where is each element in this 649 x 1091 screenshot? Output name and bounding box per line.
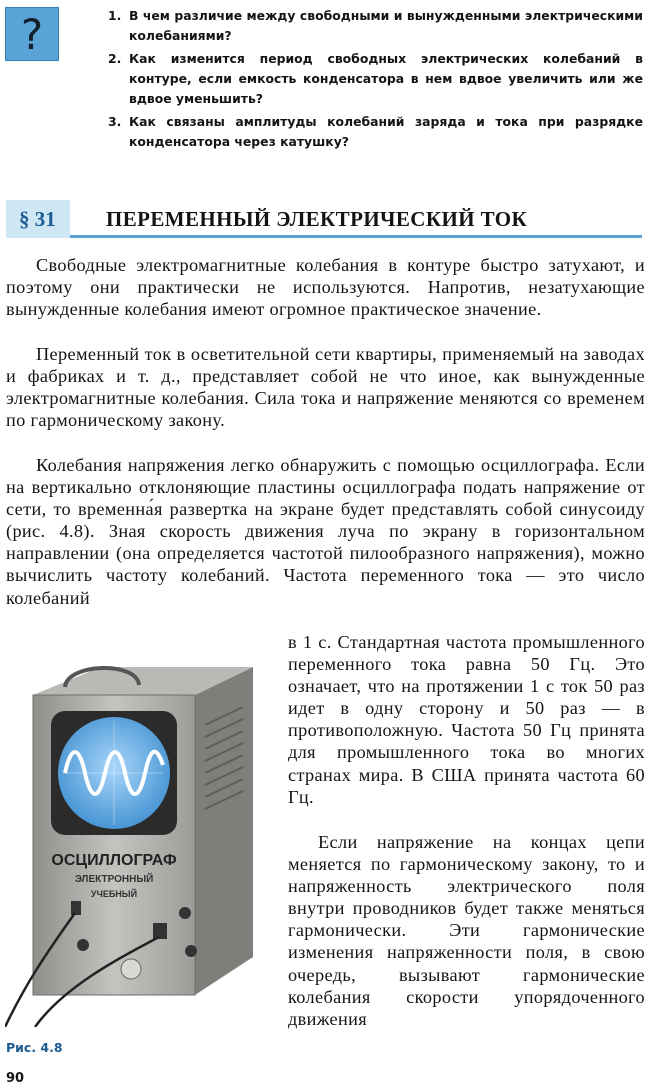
question-item: [103, 6, 643, 46]
network-knob: [185, 945, 197, 957]
device-label: ЭЛЕКТРОННЫЙ: [74, 874, 154, 885]
question-mark-icon: ?: [5, 7, 59, 61]
page-number: 90: [6, 1071, 25, 1086]
ground-connector: [153, 923, 167, 939]
side-paragraph: в 1 с. Стандартная частота промышленного переменного тока равна 50 Гц. Это означает, что на протяжении 1 с ток 50 раз идет в одну сторону и 50 раз — в противоположную. Частота 50 Гц принята для промышленного тока во многих странах мира. В США принята частота 60 Гц.: [288, 632, 645, 807]
device-label: ОСЦИЛЛОГРАФ: [51, 852, 177, 869]
question-item: [103, 49, 643, 109]
question-number: 3.: [108, 114, 122, 129]
side-paragraph: Если напряжение на концах цепи меняется по гармоническому закону, то и напряженность электрического поля внутри проводников будет также меняться гармонически. Эти гармонические изменения напряженности поля, в свою очередь, вызывают гармонические колебания скорости упорядоченного движения: [288, 832, 645, 1029]
power-lamp-icon: [121, 959, 141, 979]
oscilloscope-image: [5, 655, 283, 1027]
question-text: Как изменится период свободных электрических колебаний в контуре, если емкость конденсатора в нем вдвое увеличить или же вдвое уменьшить?: [129, 51, 643, 106]
input-y-connector: [71, 901, 81, 915]
figure-caption: Рис. 4.8: [6, 1040, 63, 1055]
amplitude-knob: [77, 939, 89, 951]
question-text: Как связаны амплитуды колебаний заряда и тока при разрядке конденсатора через катушку?: [129, 114, 643, 149]
body-paragraph: Свободные электромагнитные колебания в контуре быстро затухают, и поэтому они практически не используются. Напротив, незатухающие вынужденные колебания имеют огромное практическое значение.: [6, 255, 645, 320]
question-number: 1.: [108, 8, 122, 23]
review-questions: [103, 6, 643, 155]
body-paragraph: Колебания напряжения легко обнаружить с помощью осциллографа. Если на вертикально отклоняющие пластины осциллографа подать напряжение от сети, то временна́я развертка на экране будет представлять собой синусоиду (рис. 4.8). Зная скорость движения луча по экрану в горизонтальном направлении (она определяется частотой пилообразного напряжения), можно вычислить частоту колебаний. Частота переменного тока — это число колебаний: [6, 455, 645, 608]
section-number: § 31: [19, 207, 56, 231]
device-label: УЧЕБНЫЙ: [90, 889, 138, 899]
body-paragraph: Переменный ток в осветительной сети квартиры, применяемый на заводах и фабриках и т. д., представляет собой не что иное, как вынужденные электромагнитные колебания. Сила тока и напряжение меняются со временем по гармоническому закону.: [6, 344, 645, 431]
input-x-knob: [179, 907, 191, 919]
section-header: [6, 200, 642, 238]
oscilloscope-figure: [5, 655, 283, 1027]
section-title: ПЕРЕМЕННЫЙ ЭЛЕКТРИЧЕСКИЙ ТОК: [106, 207, 528, 231]
question-text: В чем различие между свободными и вынужденными электрическими колебаниями?: [129, 8, 643, 43]
question-item: [103, 112, 643, 152]
section-underline: [70, 235, 642, 238]
question-number: 2.: [108, 51, 122, 66]
